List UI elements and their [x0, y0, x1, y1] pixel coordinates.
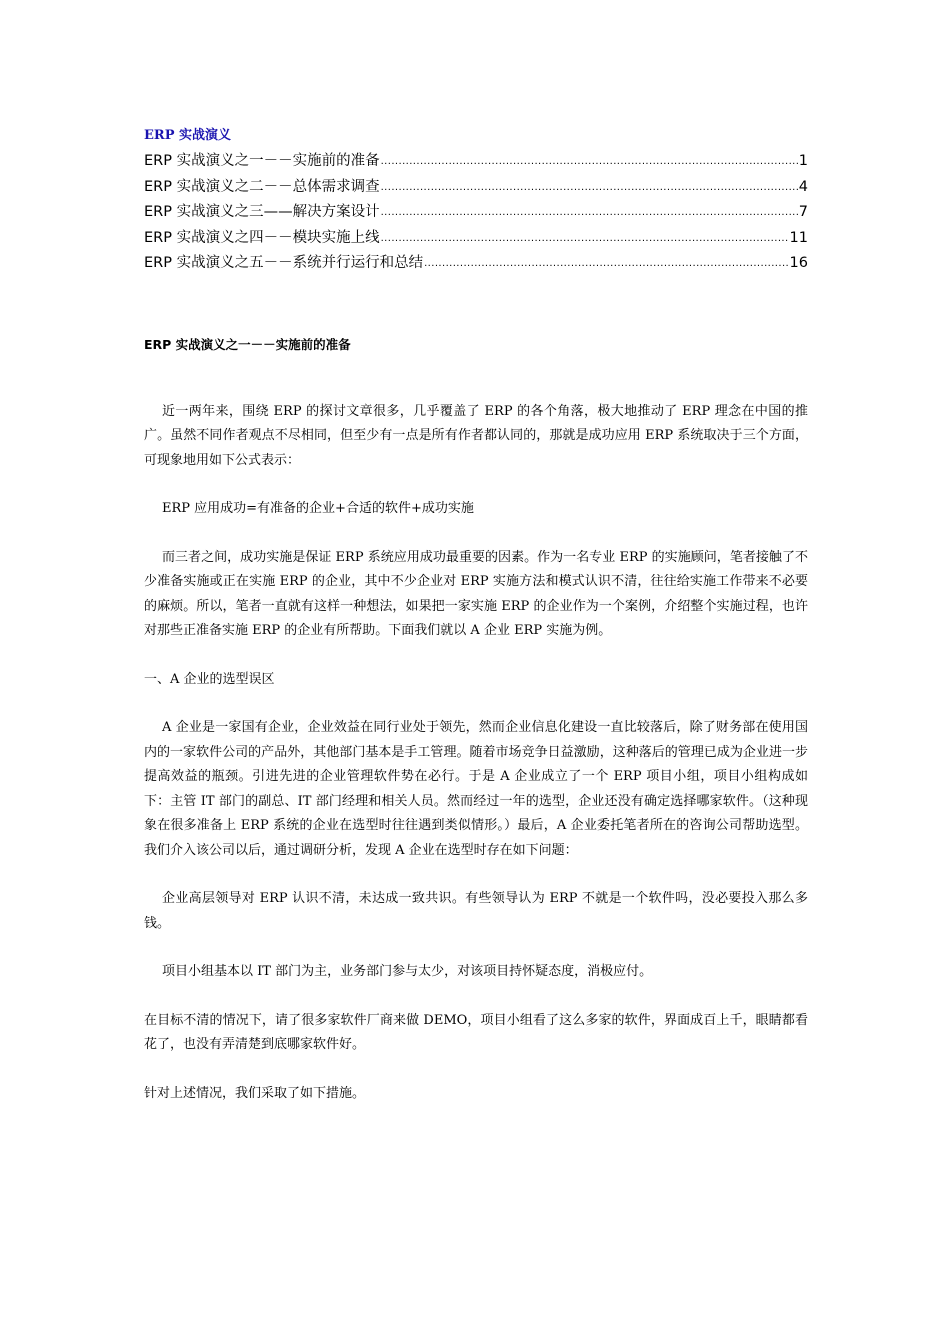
toc-item-label: ERP 实战演义之一－－实施前的准备 — [144, 153, 380, 169]
body-paragraph: 在目标不清的情况下，请了很多家软件厂商来做 DEMO，项目小组看了这么多家的软件，界面成百上千，眼睛都看花了，也没有弄清楚到底哪家软件好。 — [144, 1012, 808, 1052]
toc-leader-dots — [381, 148, 798, 175]
body-paragraph: A 企业是一家国有企业，企业效益在同行业处于领先，然而企业信息化建设一直比较落后，除了财务部在使用国内的一家软件公司的产品外，其他部门基本是手工管理。随着市场竞争日益激励，这种落后的管理已成为企业进一步提高效益的瓶颈。引进先进的企业管理软件势在必行。于是 A 企业成立了一个 ERP 项目小组，项目小组构成如下：主管 IT 部门的副总、IT 部门经理和相关人员。然而经过一年的选型，企业还没有确定选择哪家软件。（这种现象在很多准备上 ERP 系统的企业在选型时往往遇到类似情形。）最后，A 企业委托笔者所在的咨询公司帮助选型。我们介入该公司以后，通过调研分析，发现 A 企业在选型时存在如下问题： — [144, 720, 808, 858]
toc-leader-dots — [381, 225, 789, 252]
toc-item-page: 4 — [798, 178, 808, 195]
toc-item-label: ERP 实战演义之二－－总体需求调查 — [144, 178, 380, 195]
document-title: ERP 实战演义 — [144, 128, 232, 143]
toc-item-page: 1 — [798, 153, 808, 169]
toc-item[interactable] — [144, 175, 808, 201]
toc-item[interactable] — [144, 149, 808, 175]
toc-item[interactable] — [144, 251, 808, 277]
toc-item[interactable] — [144, 200, 808, 226]
toc-leader-dots — [381, 199, 798, 226]
toc-item-label: ERP 实战演义之三——解决方案设计 — [144, 204, 380, 220]
toc-leader-dots — [381, 174, 798, 201]
toc-item-label: ERP 实战演义之五－－系统并行运行和总结 — [144, 255, 424, 271]
toc-item-page: 7 — [798, 204, 808, 220]
table-of-contents — [144, 149, 808, 277]
toc-item[interactable] — [144, 226, 808, 252]
formula-paragraph: ERP 应用成功=有准备的企业+合适的软件+成功实施 — [162, 501, 474, 516]
toc-item-page: 16 — [789, 255, 808, 271]
body-paragraph: 企业高层领导对 ERP 认识不清，未达成一致共识。有些领导认为 ERP 不就是一个软件吗，没必要投入那么多钱。 — [144, 891, 808, 931]
toc-item-page: 11 — [789, 229, 808, 246]
body-paragraph: 近一两年来，围绕 ERP 的探讨文章很多，几乎覆盖了 ERP 的各个角落，极大地推动了 ERP 理念在中国的推广。虽然不同作者观点不尽相同，但至少有一点是所有作者都认同的，那就是成功应用 ERP 系统取决于三个方面，可现象地用如下公式表示： — [144, 403, 808, 468]
toc-item-label: ERP 实战演义之四－－模块实施上线 — [144, 229, 380, 246]
section-heading: ERP 实战演义之一－－实施前的准备 — [144, 336, 351, 352]
body-paragraph: 项目小组基本以 IT 部门为主，业务部门参与太少，对该项目持怀疑态度，消极应付。 — [162, 964, 653, 979]
subsection-heading: 一、A 企业的选型误区 — [144, 671, 275, 687]
toc-leader-dots — [424, 250, 788, 277]
document-page — [144, 126, 808, 1106]
body-paragraph: 针对上述情况，我们采取了如下措施。 — [144, 1085, 366, 1101]
body-paragraph: 而三者之间，成功实施是保证 ERP 系统应用成功最重要的因素。作为一名专业 ERP 的实施顾问，笔者接触了不少准备实施或正在实施 ERP 的企业，其中不少企业对 ERP 实施方法和模式认识不清，往往给实施工作带来不必要的麻烦。所以，笔者一直就有这样一种想法，如果把一家实施 ERP 的企业作为一个案例，介绍整个实施过程，也许对那些正准备实施 ERP 的企业有所帮助。下面我们就以 A 企业 ERP 实施为例。 — [144, 549, 808, 638]
